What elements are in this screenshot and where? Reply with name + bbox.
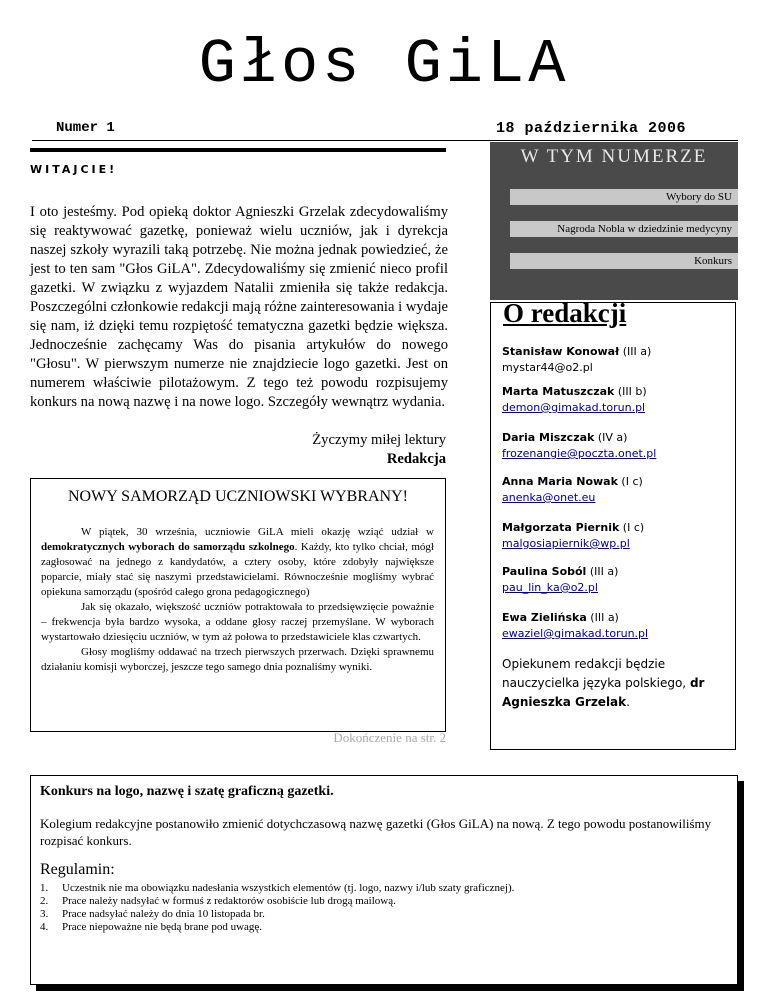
- article-title: NOWY SAMORZĄD UCZNIOWSKI WYBRANY!: [68, 488, 408, 505]
- member-class: (IV a): [597, 431, 628, 444]
- toc-item[interactable]: Wybory do SU: [510, 189, 738, 205]
- welcome-rule: [30, 148, 446, 152]
- member-email-link[interactable]: malgosiapiernik@wp.pl: [502, 537, 630, 550]
- advisor-note: [502, 655, 734, 712]
- rules-list: [40, 882, 720, 934]
- member-email-link[interactable]: ewaziel@gimakad.torun.pl: [502, 627, 649, 640]
- rules-heading: Regulamin:: [40, 861, 115, 878]
- closing-line: Życzymy miłej lektury: [312, 432, 446, 448]
- article-body: [41, 525, 434, 675]
- member-name: Małgorzata Piernik: [502, 521, 620, 534]
- advisor-end: .: [626, 695, 630, 709]
- member-class: (III a): [590, 611, 619, 624]
- member-entry: [502, 344, 734, 376]
- issue-number: Numer 1: [56, 120, 115, 136]
- rule-item: 2. Prace należy nadsyłać w formuś z redaktorów osobiście lub drogą mailową.: [40, 895, 396, 907]
- member-class: (I c): [621, 475, 643, 488]
- rule-item: 1. Uczestnik nie ma obowiązku nadesłania wszystkich elementów (tj. logo, nazwy i/lub szaty graficznej).: [40, 882, 515, 894]
- article-paragraph: Głosy mogliśmy oddawać na trzech pierwszych przerwach. Dzięki sprawnemu działaniu komisji wyborczej, jeszcze tego samego dnia poznaliśmy wyniki.: [41, 646, 434, 673]
- rule-item: 4. Prace niepoważne nie będą brane pod uwagę.: [40, 921, 263, 933]
- member-entry: [502, 430, 734, 462]
- article-paragraph: W piątek, 30 września, uczniowie GiLA mieli okazję wziąć udział w demokratycznych wyborach do samorządu szkolnego. Każdy, kto tylko chciał, mógł zagłosować na jednego z kandydatów, a cztery osoby, które zdobyły największe poparcie, miały stać się naszymi przedstawicielami. Równocześnie mogliśmy wybrać opiekuna samorządu (spośród całego grona pedagogicznego): [41, 526, 434, 598]
- member-class: (III b): [617, 385, 647, 398]
- member-entry: [502, 474, 734, 506]
- rule-item: 3. Prace nadsyłać należy do dnia 10 listopada br.: [40, 908, 265, 920]
- member-entry: [502, 384, 734, 416]
- member-class: (III a): [589, 565, 619, 578]
- member-entry: [502, 520, 734, 552]
- member-name: Marta Matuszczak: [502, 385, 615, 398]
- member-email-link[interactable]: demon@gimakad.torun.pl: [502, 401, 646, 414]
- article-paragraph: Jak się okazało, większość uczniów potraktowała to przedsięwzięcie poważnie – frekwencja była bardzo wysoka, a oddane głosy raczej przemyślane. W wyborach wystartowało dziesięciu uczniów, w tym aż połowa to przedstawiciele klas czwartych.: [41, 601, 434, 643]
- member-name: Stanisław Konował: [502, 345, 620, 358]
- member-name: Daria Miszczak: [502, 431, 595, 444]
- member-name: Anna Maria Nowak: [502, 475, 618, 488]
- toc-title: W TYM NUMERZE: [520, 146, 708, 167]
- member-email-link[interactable]: anenka@onet.eu: [502, 491, 596, 504]
- contest-title: Konkurs na logo, nazwę i szatę graficzną gazetki.: [40, 784, 334, 799]
- member-email-link[interactable]: frozenangie@poczta.onet.pl: [502, 447, 657, 460]
- welcome-text: I oto jesteśmy. Pod opieką doktor Agnieszki Grzelak zdecydowaliśmy się reaktywować gazetkę, ponieważ wielu uczniów, jak i dyrekcja naszej szkoły wyrazili taką potrzebę. Nie można jednak powiedzieć, że jest to ten sam "Głos GiLA". Zdecydowaliśmy się zmienić nieco profil gazetki. W związku z wyjazdem Natalii zmieniła się także redakcja. Poszczególni członkowie redakcji mają różne zainteresowania i wydaje się nam, iż dzięki temu rozpiętość tematyczna gazetki będzie większa. Jednocześnie zachęcamy Was do pisania artykułów do nowego "Głosu". W pierwszym numerze nie znajdziecie logo gazetki. Jest on numerem właściwie pilotażowym. Z tego też powodu rozpisujemy konkurs na nową nazwę i na nowe logo. Szczegóły wewnątrz wydania.: [30, 204, 448, 410]
- member-name: Ewa Zielińska: [502, 611, 587, 624]
- header-divider: [32, 140, 738, 141]
- member-entry: [502, 564, 734, 596]
- continued-note: Dokończenie na str. 2: [333, 730, 446, 745]
- issue-date: 18 października 2006: [496, 120, 687, 137]
- member-class: (III a): [622, 345, 652, 358]
- welcome-heading: WITAJCIE!: [30, 163, 118, 176]
- member-email: mystar44@o2.pl: [502, 361, 593, 374]
- member-name: Paulina Soból: [502, 565, 587, 578]
- toc-item[interactable]: Konkurs: [510, 253, 738, 269]
- member-email-link[interactable]: pau_lin_ka@o2.pl: [502, 581, 598, 594]
- advisor-name: dr Agnieszka Grzelak: [502, 676, 705, 709]
- closing-signature: Redakcja: [386, 451, 446, 467]
- masthead-title: Głos GiLA: [198, 29, 570, 100]
- member-class: (I c): [622, 521, 645, 534]
- member-entry: [502, 610, 734, 642]
- redakcja-title: O redakcji: [503, 298, 627, 328]
- advisor-text: Opiekunem redakcji będzie nauczycielka języka polskiego,: [502, 657, 687, 690]
- toc-item[interactable]: Nagroda Nobla w dziedzinie medycyny: [510, 221, 738, 237]
- contest-box: [30, 775, 738, 985]
- welcome-closing: [230, 431, 446, 469]
- contest-intro: Kolegium redakcyjne postanowiło zmienić dotychczasową nazwę gazetki (Głos GiLA) na nową. Z tego powodu postanowiliśmy rozpisać konkurs.: [40, 816, 712, 848]
